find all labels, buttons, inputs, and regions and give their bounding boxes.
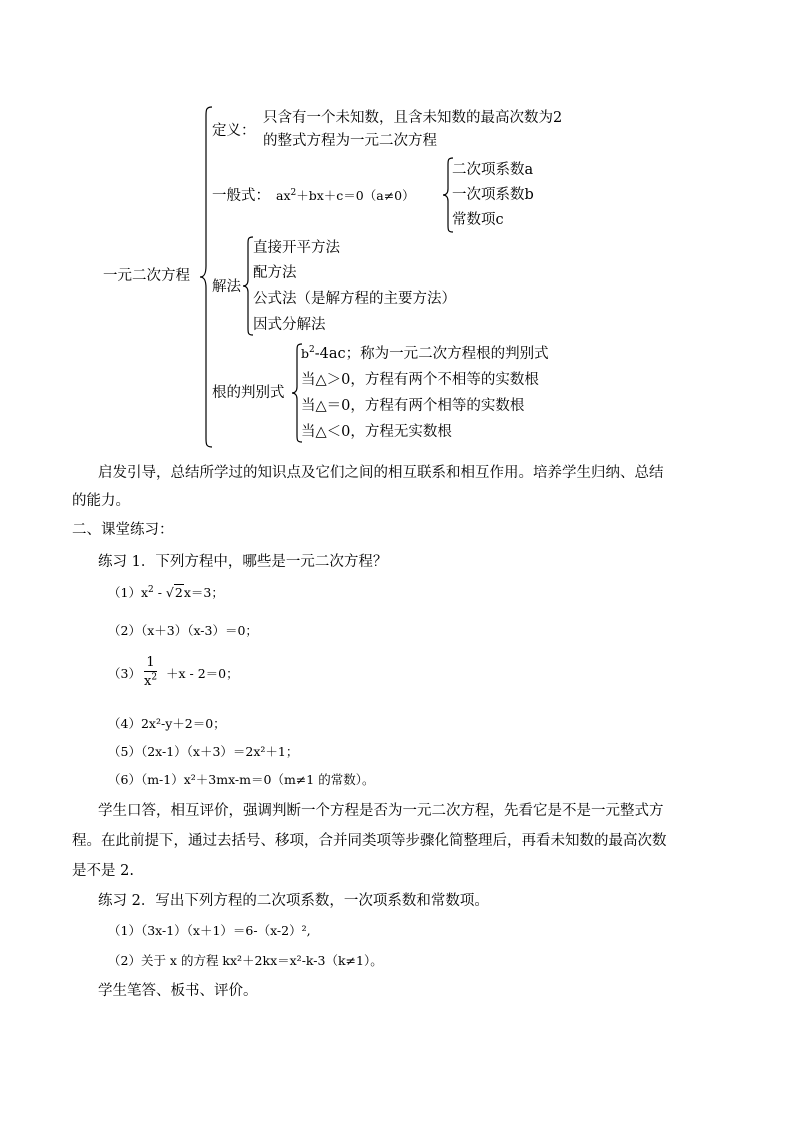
paragraph-evaluation-line2: 程。在此前提下，通过去括号、移项，合并同类项等步骤化简整理后，再看未知数的最高次数 [72, 833, 667, 849]
definition-line2: 的整式方程为一元二次方程 [263, 133, 437, 149]
exercise-1-item-1: $(1)x^2 - √2x=3$； [108, 584, 224, 600]
paragraph-evaluation-line3: 是不是 2. [72, 863, 134, 879]
definition-label: 定义： [212, 123, 256, 139]
paragraph-student-work: 学生笔答、板书、评价。 [98, 983, 258, 999]
exercise-1-item-5: （5）（2x-1）（x＋3）＝2x²＋1； [108, 744, 299, 759]
method-2: 配方法 [253, 265, 297, 281]
section-title-practice: 二、课堂练习： [72, 522, 174, 538]
general-formula: $ax^2+bx+c=0(a\ne 0)$ [276, 187, 415, 203]
exercise-1-title: 练习 1．下列方程中，哪些是一元二次方程？ [98, 554, 388, 570]
discriminant-definition: $b^2-4ac$；称为一元二次方程根的判别式 [301, 345, 549, 362]
definition-line1: 只含有一个未知数，且含未知数的最高次数为2 [263, 110, 563, 126]
exercise-1-item-3-prefix: （3） [108, 666, 141, 681]
method-1: 直接开平方法 [253, 240, 340, 256]
exercise-1-item-3-fraction: $\frac{1}{x^2}$ [144, 655, 158, 689]
outline-root: 一元二次方程 [103, 268, 190, 284]
exercise-2-item-2: （2）关于 x 的方程 kx²＋2kx＝x²-k-3（k≠1）。 [108, 953, 383, 968]
discriminant-case-zero: 当△＝0，方程有两个相等的实数根 [301, 398, 525, 414]
discriminant-case-positive: 当△＞0，方程有两个不相等的实数根 [301, 372, 539, 388]
exercise-1-item-3-rest: ＋x - 2＝0； [166, 666, 239, 681]
method-4: 因式分解法 [253, 317, 326, 333]
general-label: 一般式： [212, 188, 270, 204]
exercise-2-item-1: （1）（3x-1）（x＋1）＝6-（x-2）², [108, 923, 311, 938]
methods-label: 解法 [212, 279, 241, 295]
exercise-1-item-6: （6）（m-1）x²＋3mx-m＝0（m≠1 的常数）。 [108, 772, 375, 787]
method-3: 公式法（是解方程的主要方法） [253, 291, 456, 307]
coef-quadratic: 二次项系数a [452, 162, 534, 178]
discriminant-label: 根的判别式 [212, 385, 285, 401]
discriminant-case-negative: 当△＜0，方程无实数根 [301, 424, 452, 440]
paragraph-guidance-line2: 的能力。 [72, 493, 130, 509]
coef-linear: 一次项系数b [452, 187, 534, 203]
sqrt-symbol: √2 [165, 585, 183, 600]
paragraph-evaluation-line1: 学生口答，相互评价，强调判断一个方程是否为一元二次方程，先看它是不是一元整式方 [98, 803, 664, 819]
coef-constant: 常数项c [452, 212, 504, 228]
exercise-1-item-2: （2）（x＋3）（x-3）＝0； [108, 623, 258, 638]
exercise-1-item-4: （4）2x²-y＋2＝0； [108, 716, 226, 731]
exercise-2-title: 练习 2．写出下列方程的二次项系数，一次项系数和常数项。 [98, 893, 489, 909]
paragraph-guidance-line1: 启发引导，总结所学过的知识点及它们之间的相互联系和相互作用。培养学生归纳、总结 [98, 465, 664, 481]
